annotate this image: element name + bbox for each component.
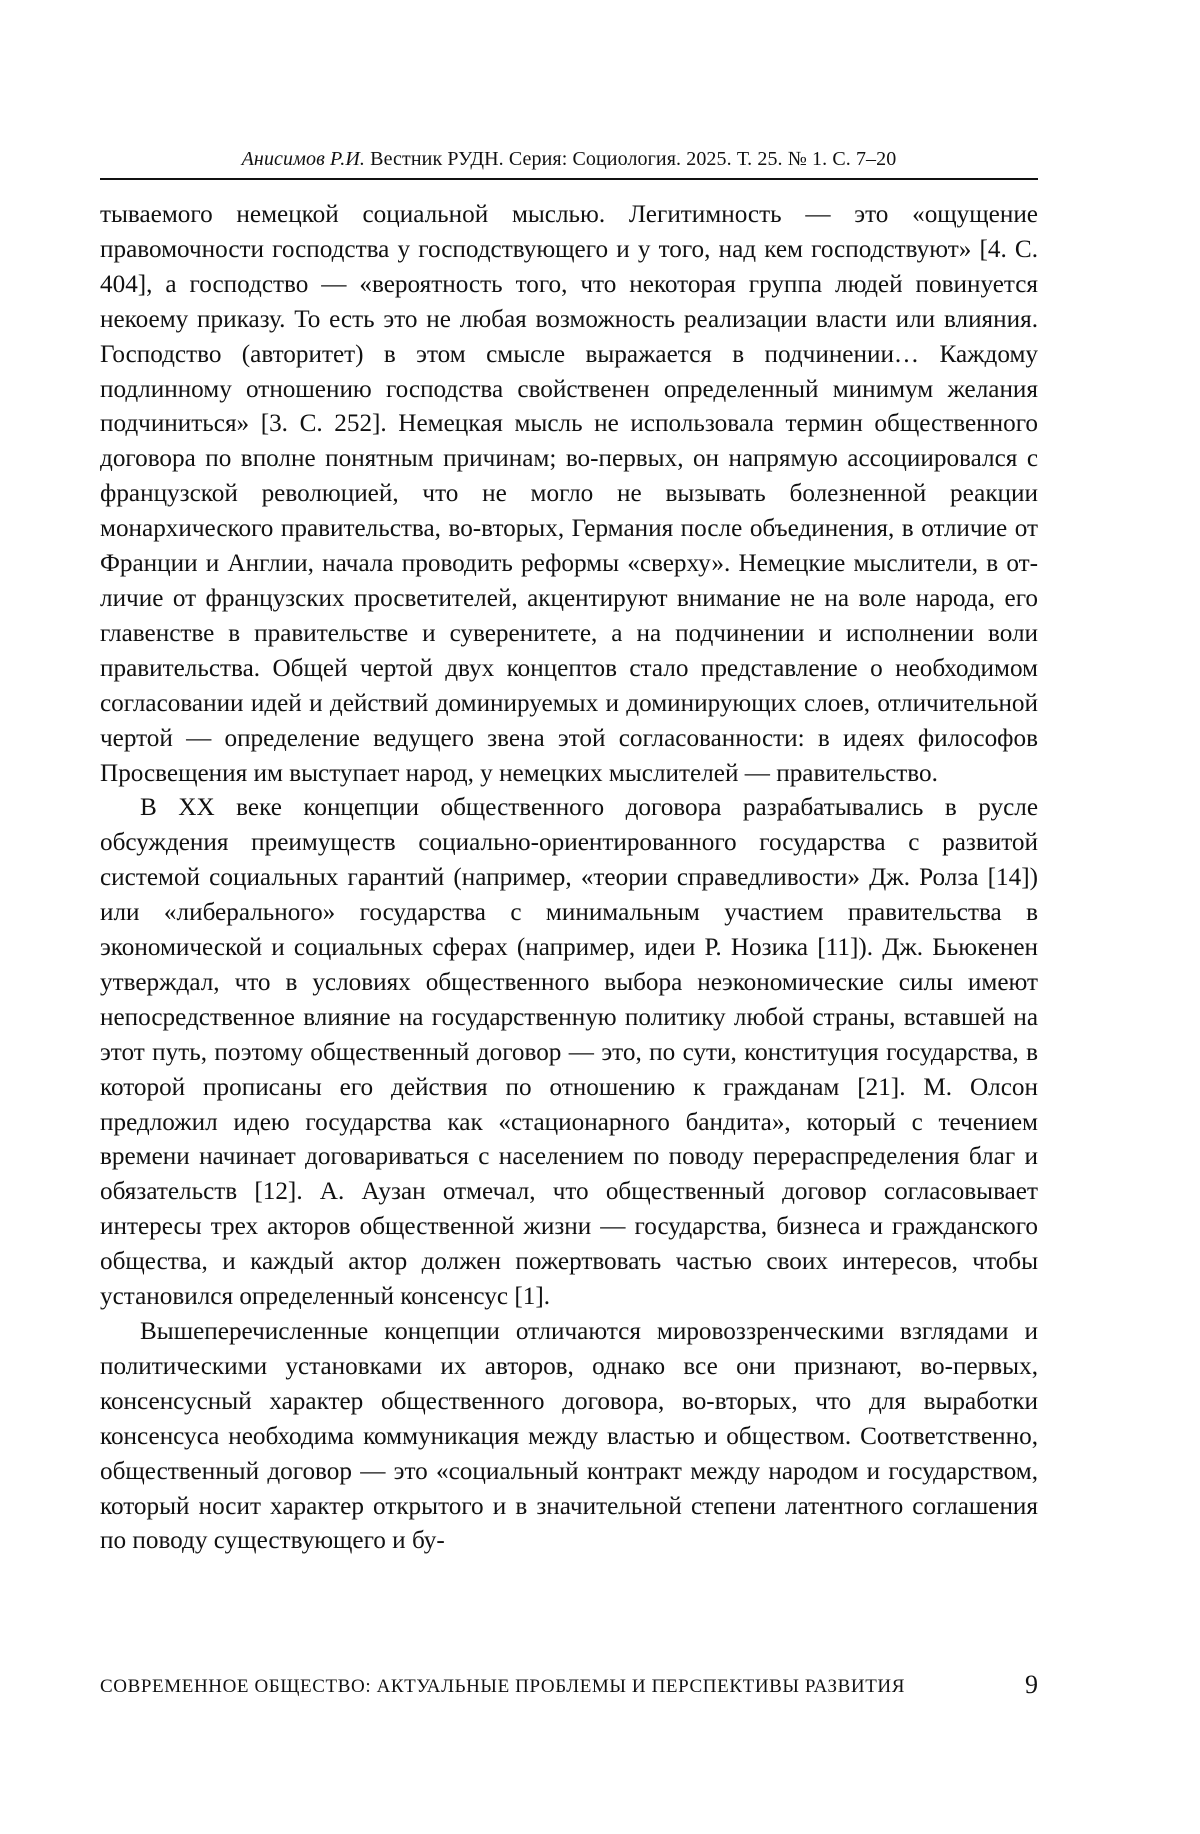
paragraph-2: В XX веке концепции общественного договора разрабатывались в русле обсуждения преимуществ социально-ориентированного государства с раз­витой системой социальных гарантий (например, «теории справедливости» Дж. Ролза [14]) или «либерального» государства с минимальным участи­ем правительства в экономической и социальных сферах (например, идеи Р. Нозика [11]). Дж. Бьюкенен утверждал, что в условиях общественного выбо­ра неэкономические силы имеют непосредственное влияние на государствен­ную политику любой страны, вставшей на этот путь, поэтому общественный договор — это, по сути, конституция государства, в которой прописаны его действия по отношению к гражданам [21]. М. Олсон предложил идею госу­дарства как «стационарного бандита», который с течением времени начина­ет договариваться с населением по поводу перераспределения благ и обяза­тельств [12]. А. Аузан отмечал, что общественный договор согласовывает интересы трех акторов общественной жизни — государства, бизнеса и граж­данского общества, и каждый актор должен пожертвовать частью своих ин­тересов, чтобы установился определенный консенсус [1]. (100, 791, 1038, 1315)
paragraph-3: Вышеперечисленные концепции отличаются мировоззренческими взгля­дами и политическими установками их авторов, однако все они признают, во-первых, консенсусный характер общественного договора, во-вторых, что для выработки консенсуса необходима коммуникация между властью и обще­ством. Соответственно, общественный договор — это «социальный контракт между народом и государством, который носит характер открытого и в зна­чительной степени латентного соглашения по поводу существующего и бу- (100, 1315, 1038, 1559)
running-head-author: Анисимов Р.И. (242, 148, 365, 170)
page-number: 9 (1025, 1670, 1038, 1700)
journal-page (100, 0, 1038, 1834)
paragraph-1: тываемого немецкой социальной мыслью. Легитимность — это «ощущение правомочности господства у господствующего и у того, над кем господству­ют» [4. С. 404], а господство — «вероятность того, что некоторая группа лю­дей повинуется некоему приказу. То есть это не любая возможность реализа­ции власти или влияния. Господство (авторитет) в этом смысле выражается в подчинении… Каждому подлинному отношению господства свойственен определенный минимум желания подчиниться» [3. С. 252]. Немецкая мысль не использовала термин общественного договора по вполне понятным при­чинам; во-первых, он напрямую ассоциировался с французской революци­ей, что не могло не вызывать болезненной реакции монархического прави­тельства, во-вторых, Германия после объединения, в отличие от Франции и Англии, начала проводить реформы «сверху». Немецкие мыслители, в от­личие от французских просветителей, акцентируют внимание не на воле народа, его главенстве в правительстве и суверенитете, а на подчинении и исполнении воли правительства. Общей чертой двух концептов стало пред­ставление о необходимом согласовании идей и действий доминируемых и до­минирующих слоев, отличительной чертой — определение ведущего звена этой согласованности: в идеях философов Просвещения им выступает народ, у немецких мыслителей — правительство. (100, 198, 1038, 791)
header-divider (100, 178, 1038, 180)
article-body (100, 198, 1038, 1559)
running-head-citation: Вестник РУДН. Серия: Социология. 2025. Т. 25. № 1. С. 7–20 (365, 148, 896, 170)
page-footer (100, 1672, 1038, 1702)
running-head (100, 148, 1038, 171)
footer-journal-title: СОВРЕМЕННОЕ ОБЩЕСТВО: АКТУАЛЬНЫЕ ПРОБЛЕМЫ И ПЕРСПЕКТИВЫ РАЗВИТИЯ (100, 1676, 905, 1698)
